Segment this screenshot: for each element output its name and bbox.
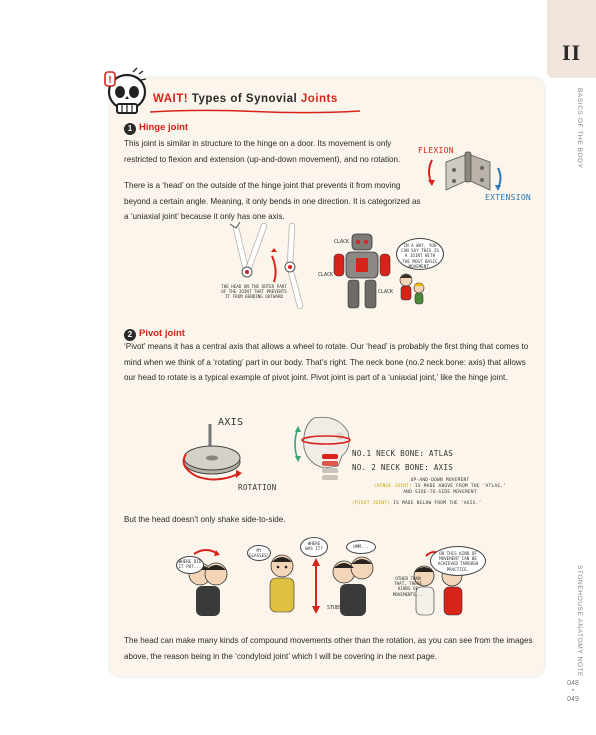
- svg-text:!: !: [108, 75, 112, 86]
- comic-bubble-2-text: MY GLASSES!: [249, 548, 270, 559]
- flexion-label: FLEXION: [418, 146, 454, 155]
- hinge-note-line-a: UP-AND-DOWN MOVEMENT: [410, 478, 470, 483]
- title-middle: Types of Synovial: [188, 93, 301, 105]
- door-hinge-illustration: [424, 150, 504, 206]
- comic-bubble-3-text: WHERE WAS IT?: [305, 541, 323, 552]
- hinge-paragraph-2: There is a ‘head’ on the outside of the hinge joint that prevents it from moving beyond a certain angle. Meaning, it only bends in one direction. It is categorized as a ‘uniaxial joint’ because it only has one axis.: [124, 181, 421, 222]
- page-number-separator: •: [571, 688, 575, 694]
- hinge-speech-text: IN A WAY, YOU CAN SAY THIS IS A JOINT WITH THE MOST BASIC MOVEMENT.: [401, 243, 439, 269]
- hinge-paragraph-1: This joint is similar in structure to the hinge on a door. Its movement is only restricted to flexion and extension (up-and-down movement), and no rotation.: [124, 139, 401, 164]
- hinge-heading: [124, 122, 188, 135]
- neck-bone-1-label: NO.1 NECK BONE: ATLAS: [352, 449, 454, 458]
- pivot-note-tag: (PIVOT JOINT): [352, 501, 391, 506]
- skull-mascot-icon: [103, 66, 151, 116]
- pivot-number-badge: 2: [124, 329, 136, 341]
- hinge-note-line-d: AND SIDE-TO-SIDE MOVEMENT: [403, 490, 477, 495]
- title-underline: [150, 109, 360, 114]
- skull-neck-illustration: [294, 414, 354, 496]
- title-joints: Joints: [300, 93, 338, 105]
- clack-label-3: CLACK: [378, 289, 394, 295]
- comic-bubble-4-text: HMM...: [353, 544, 369, 549]
- comic-bubble-6-text: OR THIS KIND OF MOVEMENT CAN BE ACHIEVED THROUGH PRACTICE.: [437, 551, 479, 572]
- rotation-label: ROTATION: [238, 483, 277, 492]
- stubs-label: STUBS: [327, 605, 343, 611]
- title-wait: WAIT!: [153, 93, 189, 105]
- chapter-numeral: II: [561, 40, 582, 65]
- comic-note-5: OTHER THAN THAT, THESE KINDS OF MOVEMENTS...: [392, 576, 424, 597]
- wheel-axis-illustration: [176, 418, 276, 494]
- page-number-left: 048: [567, 680, 579, 687]
- pivot-note-text: IS MADE BELOW FROM THE ‘AXIS.’: [390, 501, 482, 506]
- clack-label-2: CLACK: [318, 272, 334, 278]
- side-label-book: STONEHOUSE ANATOMY NOTE: [576, 565, 583, 677]
- pivot-movement-note: [352, 501, 482, 506]
- hinge-movement-note: [370, 478, 510, 496]
- pivot-heading-text: Pivot joint: [139, 328, 185, 339]
- clack-label-1: CLACK: [334, 239, 350, 245]
- chapter-tab: [547, 0, 596, 78]
- comic-bubble-1-text: WHERE DID IT PUT...: [178, 559, 202, 570]
- arm-bone-note: THE HEAD ON THE OUTER PART OF THE JOINT THAT PREVENTS IT FROM BENDING OUTWARD: [221, 284, 287, 300]
- hinge-note-line-c: IS MADE ABOVE FROM THE ‘ATLAS,’: [412, 484, 507, 489]
- side-label-section: BASICS OF THE BODY: [576, 88, 583, 169]
- section-title: [153, 93, 338, 105]
- hinge-heading-text: Hinge joint: [139, 122, 189, 133]
- after-paragraph-2: The head can make many kinds of compound movements other than the rotation, as you can see from the images above, the reason being in the ‘condyloid joint’ which I will be covering in the next page.: [124, 636, 533, 661]
- pivot-paragraph: ‘Pivot’ means it has a central axis that allows a wheel to rotate. Our ‘head’ is probably the first thing that comes to mind when we think of a ‘rotating’ part in our body. That’s right. The neck bone (no.2 neck bone: axis) that allows our head to rotate is a typical example of pivot joint. Pivot joint is part of a ‘uniaxial joint,’ like the hinge joint.: [124, 342, 529, 383]
- hinge-number-badge: 1: [124, 123, 136, 135]
- hinge-note-tag: (HINGE JOINT): [373, 484, 413, 489]
- neck-bone-2-label: NO. 2 NECK BONE: AXIS: [352, 463, 454, 472]
- axis-label: AXIS: [218, 417, 244, 428]
- after-paragraph-1: But the head doesn’t only shake side-to-side.: [124, 515, 286, 524]
- page-number-right: 049: [567, 696, 579, 703]
- extension-label: EXTENSION: [485, 193, 532, 202]
- kids-illustration: [396, 272, 426, 310]
